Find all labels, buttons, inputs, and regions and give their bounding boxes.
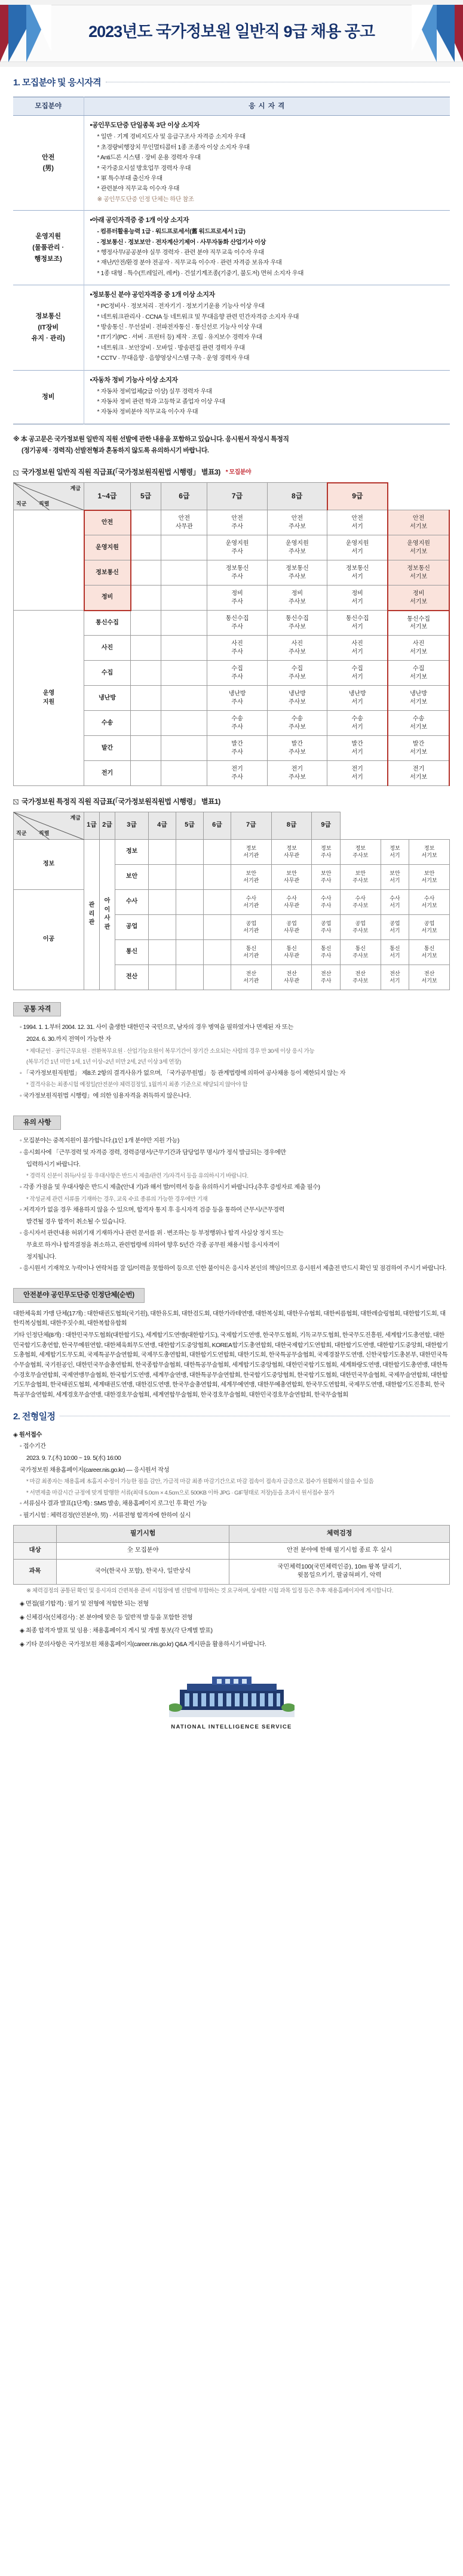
grade-cell: 통신수집 주사보 — [267, 611, 327, 636]
grade-cell: 운영지원 서기보 — [388, 535, 449, 560]
table-row — [13, 370, 450, 424]
special-grade-cell: 통신 사무관 — [271, 939, 312, 965]
qualification-item: * 방송통신 · 무선설비 · 전파전자통신 · 통신선로 기능사 이상 우대 — [97, 324, 262, 331]
grade-cell — [131, 560, 161, 586]
qualification-item: * 재난/안전/환경 분야 전공자 · 직무교육 이수자 · 관련 자격증 보유자 우대 — [97, 260, 282, 267]
grade-cell — [161, 611, 207, 636]
grade-column-header: 7급 — [207, 483, 267, 510]
special-grade-cell — [149, 864, 176, 889]
grade-cell: 수집 주사보 — [267, 661, 327, 686]
special-grade-cell: 공업 서기관 — [231, 914, 271, 939]
qualification-item: • 아래 공인자격증 중 1개 이상 소지자 — [90, 216, 447, 226]
cautions-body — [13, 1136, 450, 1274]
grade-cell: 운영지원 주사 — [207, 535, 267, 560]
caution-item: ◦ 응시원서 기재착오 누락이나 연락처를 잘 입/이력을 못함하여 등으로 인한 불이익은 응시자 본인의 책임이므로 응시원서 제출전 반드시 확인 및 점검하여 주시기 바랍니다. — [20, 1265, 446, 1272]
special-grade-group-cell: 이공 — [14, 889, 84, 990]
corner-label-group: 직군 — [16, 830, 27, 836]
special-grade-cell: 보안 사무관 — [271, 864, 312, 889]
exam-table-row — [14, 1559, 450, 1585]
caution-item: ◦ 응시자서 관련내용 허위기재 기재하거나 관련 문서를 위 · 변조하는 등 부정행위나 합격 사실상 정지 또는 — [20, 1230, 284, 1237]
special-grade-cell: 정보 서기보 — [409, 839, 450, 864]
general-grade-heading-text: 국가정보원 일반직 직원 직급표(「국가정보원직원법 시행령」 별표3) — [22, 468, 220, 477]
special-grade-cell: 전산 서기 — [381, 965, 409, 990]
grade-column-header: 1~4급 — [84, 483, 131, 510]
qualification-item: * 국가중요시설 방호업무 경력자 우대 — [97, 165, 191, 172]
recruitment-field-name: 정보통신 (IT장비 유지 · 관리) — [13, 285, 84, 370]
special-grade-cell: 전산 주사 — [312, 965, 340, 990]
special-grade-column-header: 5급 — [176, 812, 203, 839]
grade-cell — [161, 686, 207, 711]
table-row — [13, 211, 450, 285]
special-grade-cell — [203, 839, 231, 864]
grade-cell — [161, 535, 207, 560]
exam-column-header: 필기시험 — [57, 1525, 229, 1542]
caution-item: 무효로 하거나 합격결정을 취소하고, 관련법령에 의하여 향후 5년간 각종 공무원 채용시험 응시자격이 — [26, 1242, 280, 1249]
grade-series-cell: 운영지원 — [84, 535, 131, 560]
exam-row-label: 대상 — [14, 1542, 57, 1559]
common-qualification-item: ◦ 1994. 1. 1.부터 2004. 12. 31. 사이 출생한 대한민국 국민으로, 남자의 경우 병역을 필하였거나 면제된 자 또는 — [20, 1024, 293, 1031]
special-grade-cell — [203, 889, 231, 914]
grade-cell: 전기 서기보 — [388, 761, 449, 786]
square-bullet-icon-2 — [13, 799, 19, 805]
grade-cell — [161, 736, 207, 761]
corner-label-group: 직군 — [16, 501, 27, 507]
grade-cell: 안전 사무관 — [161, 510, 207, 535]
grade-cell — [131, 510, 161, 535]
exam-column-header — [14, 1525, 57, 1542]
recruitment-fields-table — [13, 97, 450, 424]
qualification-item: • 공인무도단증 단일종목 3단 이상 소지자 — [90, 121, 447, 131]
section-1-heading — [13, 76, 450, 90]
grade-cell: 수송 서기 — [327, 711, 388, 736]
grade-cell: 정비 서기보 — [388, 586, 449, 611]
special-grade-cell: 수사 사무관 — [271, 889, 312, 914]
grade-table-row — [14, 611, 450, 636]
special-grade-cell: 통신 주사 — [312, 939, 340, 965]
grade-table-corner-cell — [14, 483, 84, 510]
special-grade-cell: 전산 서기관 — [231, 965, 271, 990]
grade-cell: 발간 서기 — [327, 736, 388, 761]
caution-item: ◦ 응시회사에 「근무경력 및 자격증 경력, 경력증명서/근무기간과 담당업무 명시/가 정식 발급되는 경우에만 — [20, 1149, 286, 1156]
grade-cell: 수집 서기 — [327, 661, 388, 686]
special-grade-cell — [176, 914, 203, 939]
grade-cell: 전기 주사보 — [267, 761, 327, 786]
table-row — [13, 116, 450, 211]
common-qualification-item: 2024. 6. 30.까지 전역이 가능한 자 — [26, 1036, 111, 1043]
caution-item: * 작성균제 관련 서류를 기재하는 경우, 교육 수료 종류의 가능한 경우에만 기재 — [26, 1195, 208, 1203]
table-row — [13, 285, 450, 370]
grade-table-row — [14, 510, 450, 535]
section-2-heading — [13, 1410, 450, 1423]
grade-cell — [131, 586, 161, 611]
qualification-item: * 軍 특수부대 출신자 우대 — [97, 175, 162, 183]
grade-cell: 안전 서기 — [327, 510, 388, 535]
special-grade-cell — [203, 965, 231, 990]
application-items — [13, 1442, 450, 1521]
special-grade-cell: 정보 주사 — [312, 839, 340, 864]
grade-cell: 운영지원 주사보 — [267, 535, 327, 560]
common-qualification-item: ◦ 「국가정보원직원법」 제8조 2항의 결격사유가 없으며, 「국가공무원법」 등 관계법령에 의하여 공사채용 등이 제한되지 않는 자 — [20, 1070, 346, 1077]
caution-item: ◦ 저격자가 없을 경우 채용하지 않을 수 있으며, 합격자 통지 후 응시자격 검증 등을 통하여 근무시/근무경력 — [20, 1207, 285, 1214]
grade-cell: 정비 주사보 — [267, 586, 327, 611]
special-grade-cell: 통신 서기보 — [409, 939, 450, 965]
grade-cell: 통신수집 서기보 — [388, 611, 449, 636]
grade-series-cell: 통신수집 — [84, 611, 131, 636]
grade-cell: 운영지원 서기 — [327, 535, 388, 560]
recruitment-field-name: 정비 — [13, 370, 84, 424]
general-grade-heading-tag: * 모집분야 — [225, 469, 252, 476]
grade-series-cell: 안전 — [84, 510, 131, 535]
qualification-item: * 자동차 정비업체(2급 이상) 실무 경력자 우대 — [97, 388, 212, 395]
special-grade-column-header: 4급 — [149, 812, 176, 839]
recruitment-rows — [13, 116, 450, 424]
grade-cell — [161, 586, 207, 611]
special-grade-cell: 보안 서기보 — [409, 864, 450, 889]
grade-cell: 수송 주사보 — [267, 711, 327, 736]
qualification-item: • 자동차 정비 기능사 이상 소지자 — [90, 376, 447, 386]
exam-row-label: 과목 — [14, 1559, 57, 1585]
grade-cell: 수집 서기보 — [388, 661, 449, 686]
grade-cell — [131, 761, 161, 786]
grade-cell — [131, 611, 161, 636]
general-grade-rows — [14, 510, 450, 786]
special-grade-series-cell: 전산 — [115, 965, 149, 990]
exam-cell: 국민체력100(국민체력인증), 10m 왕복 달리기, 윗몸일으키기, 팔굽혀펴기, 악력 — [229, 1559, 450, 1585]
special-grade-table-heading — [13, 797, 450, 807]
caution-item: * 경력직 신분이 취득/사실 등 우대사항은 반드시 제출/관련 기/자격서 등을 유의하시기 바랍니다. — [26, 1173, 249, 1180]
page-title: 2023년도 국가정보원 일반직 9급 채용 공고 — [88, 23, 375, 41]
special-grade-cell: 보안 서기 — [381, 864, 409, 889]
final-bullets — [13, 1600, 450, 1650]
special-grade-column-header: 3급 — [115, 812, 149, 839]
qualification-item: * 초경량비행장치 무인멀티콥터 1종 조종자 이상 소지자 우대 — [97, 144, 250, 151]
grade-table-corner-cell — [14, 812, 84, 839]
special-grade-cell — [203, 939, 231, 965]
grade-cell — [131, 686, 161, 711]
caution-item: 발견될 경우 합격이 취소될 수 있습니다. — [26, 1218, 126, 1225]
grade-series-cell: 냉난방 — [84, 686, 131, 711]
grade-cell: 사진 서기 — [327, 636, 388, 661]
exam-table-rows — [14, 1542, 450, 1585]
qualification-item: • 정보통신 분야 공인자격증 중 1개 이상 소지자 — [90, 291, 447, 300]
application-item: ◦ 접수기간 — [20, 1443, 46, 1450]
special-grade-cell — [149, 889, 176, 914]
exam-cell: 안전 분야에 한해 필기시험 종료 후 실시 — [229, 1542, 450, 1559]
grade-group-cell: 운영 지원 — [14, 611, 84, 786]
special-grade-cell — [203, 864, 231, 889]
qualification-item: * 네트워크 · 보안장비 · 모바일 · 방송편집 관련 경력자 우대 — [97, 344, 245, 352]
special-grade-cell: 수사 서기 — [381, 889, 409, 914]
final-bullet: ◈ 기타 문의사항은 국가정보원 채용홈페이지(career.nis.go.kr) Q&A 게시판을 활용하시기 바랍니다. — [20, 1641, 266, 1648]
common-qualification-item: (복무기간 1년 미만 1세, 1년 이상~2년 미만 2세, 2년 이상 3세 연장) — [26, 1059, 181, 1066]
special-grade-cell: 정보 주사보 — [340, 839, 381, 864]
exam-cell: 全 모집분야 — [57, 1542, 229, 1559]
special-grade-column-header: 1급 — [84, 812, 100, 839]
nis-building-illustration — [169, 1672, 295, 1717]
recruitment-qualification-cell — [84, 116, 450, 211]
grade-cell: 냉난방 주사 — [207, 686, 267, 711]
cautions-title: 유의 사항 — [13, 1116, 61, 1130]
special-grade-cell: 공업 사무관 — [271, 914, 312, 939]
grade-cell: 정비 주사 — [207, 586, 267, 611]
special-grade-column-header: 2급 — [100, 812, 115, 839]
recruitment-field-name: 운영지원 (물품관리 · 행정보조) — [13, 211, 84, 285]
special-grade-column-header: 6급 — [203, 812, 231, 839]
special-grade-series-cell: 정보 — [115, 839, 149, 864]
special-grade-cell: 통신 주사보 — [340, 939, 381, 965]
special-grade-side-label-1: 관 리 관 — [84, 839, 100, 990]
special-grade-cell — [176, 839, 203, 864]
application-item: * 서면제출 마감시간 규정에 맞게 발행한 서류(최대 5.0cm × 4.5cm으로 500KB 이하 JPG · GIF형태로 저장)등을 초과시 원서접수 불가 — [26, 1489, 335, 1496]
grade-cell: 수집 주사 — [207, 661, 267, 686]
corner-label-series: 직렬 — [39, 501, 50, 507]
grade-series-cell: 정보통신 — [84, 560, 131, 586]
grade-column-header: 5급 — [131, 483, 161, 510]
section-2-number: 2. — [13, 1411, 20, 1422]
grade-cell: 정보통신 주사 — [207, 560, 267, 586]
special-grade-cell: 정보 서기 — [381, 839, 409, 864]
grade-cell: 안전 주사보 — [267, 510, 327, 535]
special-grade-cell: 공업 주사보 — [340, 914, 381, 939]
qualification-item: * CCTV · 무대음향 · 음향영상시스템 구축 · 운영 경력자 우대 — [97, 355, 250, 362]
caution-item: ◦ 모집분야는 중복지원이 불가합니다.(1인 1개 분야만 지원 가능) — [20, 1138, 179, 1145]
common-qualification-title: 공통 자격 — [13, 1002, 61, 1017]
qualification-item: * 관련분야 직무교육 이수자 우대 — [97, 186, 180, 193]
special-grade-cell: 전산 서기보 — [409, 965, 450, 990]
exam-table-row — [14, 1542, 450, 1559]
grade-cell — [131, 711, 161, 736]
grade-cell — [161, 636, 207, 661]
exam-table-header-row — [14, 1525, 450, 1542]
special-grade-cell: 정보 사무관 — [271, 839, 312, 864]
special-grade-row — [14, 889, 450, 914]
special-grade-group-cell: 정보 — [14, 839, 84, 889]
special-grade-cell: 전산 사무관 — [271, 965, 312, 990]
special-grade-cell — [176, 939, 203, 965]
section-1-title: 모집분야 및 응시자격 — [22, 78, 102, 88]
special-grade-column-header: 7급 — [231, 812, 271, 839]
qualification-item: * 자동차 정비 관련 학과 고등학교 졸업자 이상 우대 — [97, 399, 225, 406]
special-grade-cell: 공업 서기보 — [409, 914, 450, 939]
martial-arts-title: 안전분야 공인무도단증 인정단체(순번) — [13, 1288, 145, 1303]
qualification-item: * Anti드론 시스템 · 장비 운용 경력자 우대 — [97, 155, 201, 162]
section-1-number: 1. — [13, 78, 20, 88]
grade-cell: 냉난방 서기보 — [388, 686, 449, 711]
grade-series-cell: 발간 — [84, 736, 131, 761]
special-grade-table — [13, 812, 450, 990]
notice-line-2: (정기공채 · 경력직) 선발전형과 혼동하지 않도록 유의하시기 바랍니다. — [22, 447, 209, 455]
special-grade-row — [14, 839, 450, 864]
application-subsection-title: ◈ 원서접수 — [13, 1431, 42, 1438]
qualification-item: * 자동차 정비분야 직무교육 이수자 우대 — [97, 409, 198, 416]
grade-cell: 수송 주사 — [207, 711, 267, 736]
section-2-title: 전형일정 — [22, 1411, 56, 1422]
grade-cell — [131, 636, 161, 661]
grade-cell: 정보통신 서기 — [327, 560, 388, 586]
qualification-item: * IT기기(PC · 서버 · 프린터 등) 제작 · 조립 · 유지보수 경력자 우대 — [97, 334, 262, 341]
grade-column-header: 6급 — [161, 483, 207, 510]
qualification-item: * 행정사무/공공분야 실무 경력자 · 관련 분야 직무교육 이수자 우대 — [97, 249, 264, 256]
corner-label-series: 직렬 — [39, 830, 50, 836]
corner-label-grade: 계급 — [70, 814, 81, 821]
special-grade-series-cell: 보안 — [115, 864, 149, 889]
grade-cell: 정보통신 서기보 — [388, 560, 449, 586]
special-grade-side-label-2: 아 이 사 관 — [100, 839, 115, 990]
grade-cell: 냉난방 주사보 — [267, 686, 327, 711]
special-grade-cell — [149, 939, 176, 965]
special-grade-series-cell: 수사 — [115, 889, 149, 914]
application-subsection-label: 원서접수 — [19, 1431, 42, 1438]
caution-item: 정지됩니다. — [26, 1253, 56, 1261]
general-grade-header-row — [14, 483, 450, 510]
grade-cell: 발간 주사 — [207, 736, 267, 761]
qualification-item: - 정보통신 · 정보보안 · 전자계산기제어 · 사무자동화 산업기사 이상 — [97, 239, 266, 246]
grade-cell: 전기 서기 — [327, 761, 388, 786]
grade-cell — [161, 711, 207, 736]
special-grade-cell — [176, 864, 203, 889]
grade-cell: 사진 서기보 — [388, 636, 449, 661]
column-header-qualification: 응 시 자 격 — [84, 97, 450, 116]
notice-line-1: ※ 本 공고문은 국가정보원 일반직 직원 선발에 관한 내용을 포함하고 있습니다. 응시원서 작성시 특정직 — [13, 435, 289, 443]
exam-table-footnotes — [13, 1586, 450, 1596]
grade-cell — [131, 736, 161, 761]
qualification-item: - 컴퓨터활용능력 1급 · 워드프로세서(舊 워드프로세서 1급) — [97, 229, 246, 236]
qualification-item: * 네트워크관리사 · CCNA 등 네트워크 및 무대음향 관련 민간자격증 소지자 우대 — [97, 313, 299, 321]
exam-footnote: ※ 체력검정의 공통된 확인 및 응시자의 간편복용 준비 시험장에 별 선발에 부합하는 것 요구하며, 상세한 시험 과목 일정 등은 추후 채용홈페이지에 게시합니다. — [26, 1588, 394, 1595]
general-grade-table — [13, 482, 450, 787]
recruitment-qualification-cell — [84, 370, 450, 424]
footer-caption: NATIONAL INTELLIGENCE SERVICE — [171, 1723, 292, 1730]
application-item: ◦ 필기시험 : 체력검정(안전분야, 男) · 서류전형 합격자에 한하여 실시 — [20, 1512, 191, 1519]
grade-cell — [161, 560, 207, 586]
square-bullet-icon — [13, 470, 19, 476]
common-qualification-item: * 제대군인 · 공익근무요원 · 전환복무요원 · 산업기능요원이 복무기간이 장기간 소요되는 사람의 경우 만 30세 이상 응시 가능 — [26, 1047, 315, 1055]
caution-item: 입력하시기 바랍니다. — [26, 1161, 81, 1168]
grade-cell: 통신수집 주사 — [207, 611, 267, 636]
martial-arts-body-2: 기타 인정단체(8개) : 대한민국무도협회(대한합기도), 세계합기도연맹(대한합기도), 국제합기도연맹, 한국무도협회, 기독교무도협회, 한국무도진흥원, 세계합기도총연합, 대한민국합기도총연합, 한국무예원연합, 대한체육회무도연맹, 대한합기도중앙협회, KOREA합기도총연합회, 대한국제합기도연합회, 대한합기도연맹, 대한합기도중앙회, 대한합기도총협회, 세계합기도무도회, 국제특공무술연합회, 국제무도총연합회, 대한합기도연합회, 대한기도회, 한국특공무술협회, 국제경찰무도연맹, 신한국합기도총본부, 대한민국특수무술협회, 국기원공인, 대한민국무술총연합회, 한국종합무술협회, 대한특공무술협회, 세계합기도중앙협회, 대한민국합기도협회, 세계화랑도연맹, 대한합기도총연맹, 대한특수경호무술연합회, 국제연맹무술협회, 한국합기도연맹, 세계무술연맹, 대한특공무술연합회, 한국합기도중앙협회, 한국합기도협회, 대한민국무술협회, 국제무술연합회, 대한합기도무술협회, 한국태권도협회, 세계태권도연맹, 대한검도연맹, 한국무술총연합회, 세계무예연맹, 대한무예총연합회, 한국무도연합회, 국제무도연맹, 대한합기도진흥회, 한국특공무술연합회, 세계경호무술연맹, 대한경호무술협회, 세계연합무술협회, 한국경호무술협회, 대한민국경호무술연합회, 한국무술협회 — [13, 1332, 448, 1399]
final-bullet: ◈ 최종 합격자 발표 및 임용 : 채용홈페이지 게시 및 개별 통보(각 단계별 발표) — [20, 1628, 213, 1635]
application-item: 국가정보원 채용홈페이지(career.nis.go.kr) — 응시원서 작성 — [20, 1466, 170, 1474]
special-grade-cell: 수사 주사 — [312, 889, 340, 914]
martial-arts-body-1: 대한체육회 가맹 단체(17개) : 대한태권도협회(국기원), 대한유도회, 대한검도회, 대한가라테연맹, 대한복싱회, 대한우슈협회, 대한씨름협회, 대한레슬링협회, 대한합기도회, 대한킥복싱협회, 대한주짓수회, 대한복합유합회 — [13, 1310, 446, 1327]
page-content — [0, 76, 463, 1745]
special-grade-cell: 공업 서기 — [381, 914, 409, 939]
application-item: * 마감 최종자는 채용홈페 本홈지 수정이 가능한 점을 감안, 가급적 마감 최종 마감기간으로 마감 접속이 접속자 급증으로 접수가 원활하지 않을 수 있음 — [26, 1478, 374, 1486]
grade-series-cell: 수집 — [84, 661, 131, 686]
special-grade-cell: 수사 서기관 — [231, 889, 271, 914]
grade-series-cell: 사진 — [84, 636, 131, 661]
special-grade-cell: 통신 서기 — [381, 939, 409, 965]
grade-cell — [131, 661, 161, 686]
special-grade-series-cell: 공업 — [115, 914, 149, 939]
grade-cell: 수송 서기보 — [388, 711, 449, 736]
final-bullet: ◈ 면접(필기합격) : 필기 및 전형에 적합한 되는 전형 — [20, 1600, 149, 1607]
recruitment-qualification-cell — [84, 285, 450, 370]
column-header-field: 모집분야 — [13, 97, 84, 116]
grade-cell: 사진 주사 — [207, 636, 267, 661]
table-header-row — [13, 97, 450, 116]
grade-group-cell — [14, 510, 84, 611]
special-grade-cell: 공업 주사 — [312, 914, 340, 939]
corner-label-grade: 계급 — [70, 485, 81, 492]
special-grade-cell: 정보 서기관 — [231, 839, 271, 864]
grade-cell: 정비 서기 — [327, 586, 388, 611]
recruitment-field-name: 안전 (男) — [13, 116, 84, 211]
special-grade-cell — [149, 965, 176, 990]
special-grade-cell: 보안 주사보 — [340, 864, 381, 889]
exam-column-header: 체력검정 — [229, 1525, 450, 1542]
special-grade-cell: 보안 주사 — [312, 864, 340, 889]
grade-cell — [161, 661, 207, 686]
grade-cell: 발간 서기보 — [388, 736, 449, 761]
application-item: ◦ 서류심사 결과 발표(1단계) : SMS 발송, 채용홈페이지 로그인 후 확인 가능 — [20, 1500, 207, 1508]
exam-cell: 국어(한국사 포함), 한국사, 일반상식 — [57, 1559, 229, 1585]
special-grade-cell: 전산 주사보 — [340, 965, 381, 990]
special-grade-cell: 보안 서기관 — [231, 864, 271, 889]
common-qualification-body — [13, 1023, 450, 1101]
grade-cell — [161, 761, 207, 786]
grade-series-cell: 전기 — [84, 761, 131, 786]
grade-series-cell: 수송 — [84, 711, 131, 736]
special-grade-heading-text: 국가정보원 특정직 직원 직급표(「국가정보원직원법 시행령」 별표1) — [22, 797, 220, 806]
final-bullet: ◈ 신체검사(신체검사) : 본 분야에 맞은 등 일반적 발 등을 포함한 전형 — [20, 1614, 193, 1621]
grade-cell: 안전 서기보 — [388, 510, 449, 535]
special-grade-rows — [14, 839, 450, 990]
qualification-item: * 일반 · 기계 경비지도사 및 응급구조사 자격증 소지자 우대 — [97, 134, 246, 141]
special-grade-cell: 통신 서기관 — [231, 939, 271, 965]
grade-cell: 냉난방 서기 — [327, 686, 388, 711]
special-grade-cell: 수사 서기보 — [409, 889, 450, 914]
special-grade-cell — [149, 839, 176, 864]
qualification-item: * PC정비사 · 정보처리 · 전자기기 · 정보기기운용 기능사 이상 우대 — [97, 303, 265, 310]
special-grade-cell: 수사 주사보 — [340, 889, 381, 914]
special-grade-series-cell: 통신 — [115, 939, 149, 965]
recruitment-qualification-cell — [84, 211, 450, 285]
grade-cell: 안전 주사 — [207, 510, 267, 535]
page-banner — [0, 0, 463, 67]
grade-series-cell: 정비 — [84, 586, 131, 611]
grade-cell — [131, 535, 161, 560]
common-qualification-item: ◦ 국가정보원직원법 시행령」에 의한 임용자격을 취득하지 않은나다. — [20, 1092, 191, 1099]
grade-cell: 발간 주사보 — [267, 736, 327, 761]
special-grade-column-header: 9급 — [312, 812, 340, 839]
special-grade-cell — [203, 914, 231, 939]
exam-schedule-table — [13, 1525, 450, 1585]
application-item: 2023. 9. 7.(木) 10:00 ~ 19. 5(水) 16:00 — [26, 1455, 121, 1462]
notice-paragraph — [13, 434, 450, 457]
page-footer — [13, 1661, 450, 1733]
general-grade-table-heading — [13, 467, 450, 477]
grade-cell: 사진 주사보 — [267, 636, 327, 661]
grade-cell: 정보통신 주사보 — [267, 560, 327, 586]
common-qualification-item: * 결격사유는 최종시험 예정일(안전분야 체력검정일, 1월까지 최종 기준으로 해당되지 않아야 함 — [26, 1081, 248, 1089]
qualification-item: ※ 공인무도단증 인정 단체는 하단 참조 — [97, 196, 194, 204]
grade-cell: 통신수집 서기 — [327, 611, 388, 636]
grade-column-header: 9급 — [327, 483, 388, 510]
special-grade-column-header: 8급 — [271, 812, 312, 839]
special-grade-cell — [176, 965, 203, 990]
qualification-item: * 1종 대형 · 특수(트레일러, 레커) · 건설기계조종(기중기, 불도저) 면허 소지자 우대 — [97, 270, 304, 277]
grade-cell: 전기 주사 — [207, 761, 267, 786]
special-grade-cell — [176, 889, 203, 914]
special-grade-cell — [149, 914, 176, 939]
grade-column-header: 8급 — [267, 483, 327, 510]
caution-item: ◦ 각종 가점을 및 우대사항은 반드시 제출(안내 기)과 해서 발/이력서 등을 유의하시기 바랍니다.(추후 증빙자료 제출 필수) — [20, 1184, 320, 1191]
special-grade-header-row — [14, 812, 450, 839]
